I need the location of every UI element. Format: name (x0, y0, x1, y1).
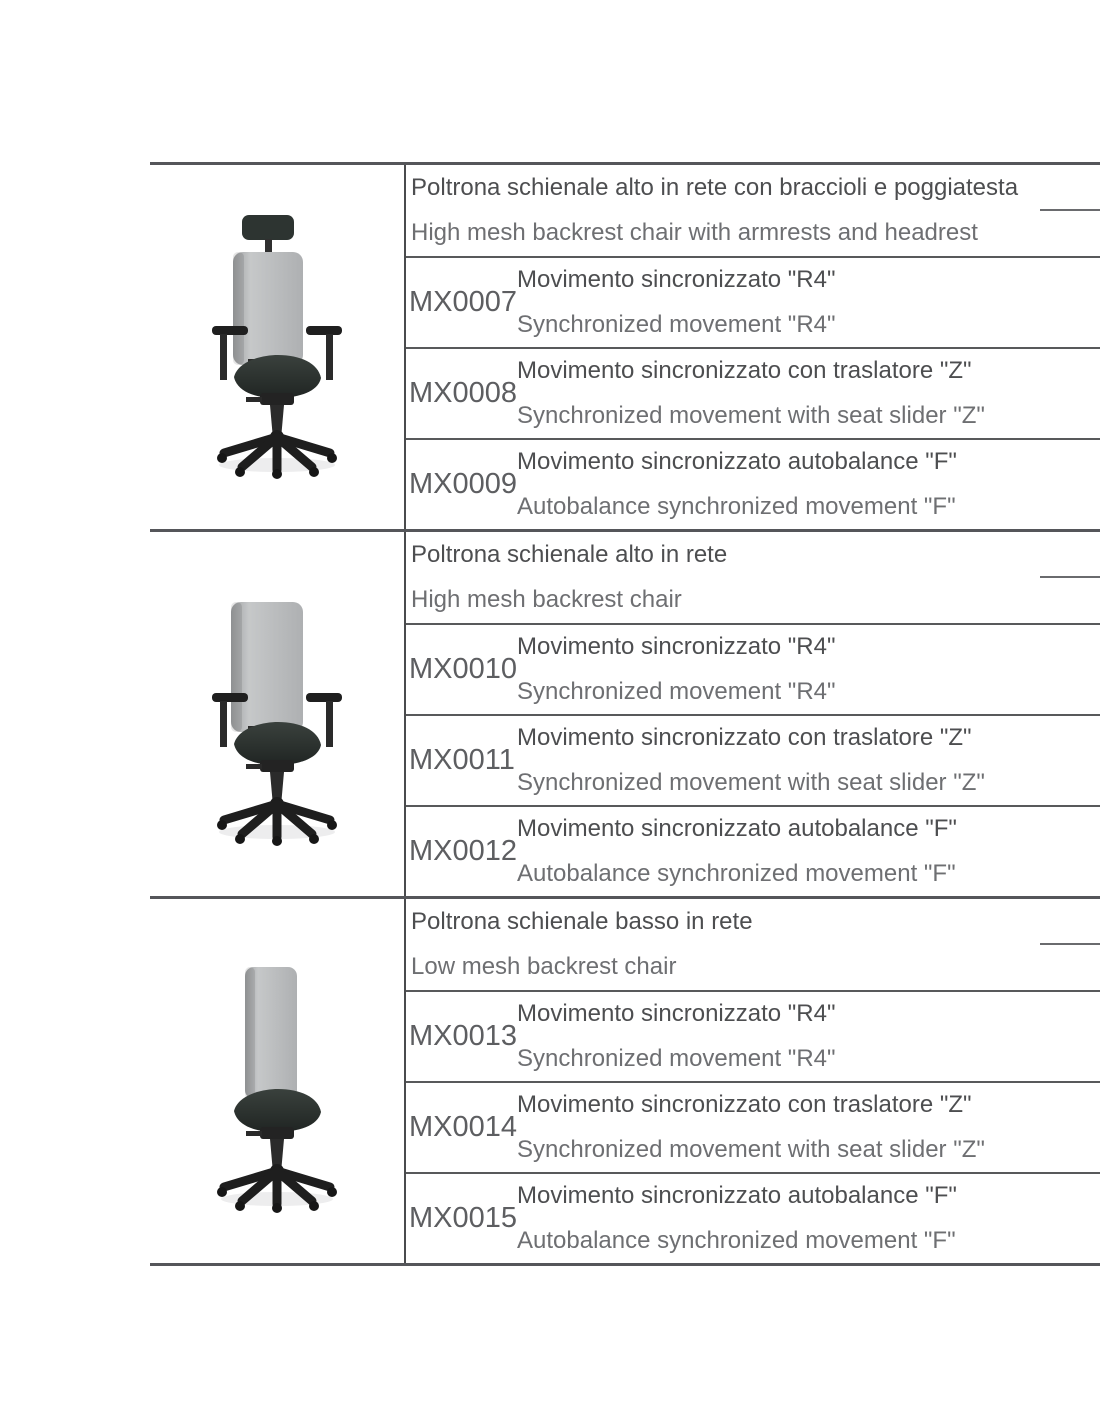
variant-description-en: Autobalance synchronized movement "F" (517, 1226, 956, 1254)
product-details-cell (404, 899, 1100, 1263)
variant-description-it: Movimento sincronizzato "R4" (517, 1000, 836, 1028)
variant-row (406, 805, 1100, 896)
header-divider-line (1040, 943, 1100, 945)
variant-description-it: Movimento sincronizzato con traslatore "Z" (517, 724, 972, 752)
product-header (406, 165, 1100, 256)
product-title-en: High mesh backrest chair (411, 586, 682, 614)
product-code: MX0013 (409, 1020, 518, 1052)
product-code: MX0010 (409, 653, 518, 685)
variant-row (406, 1172, 1100, 1263)
product-table (150, 162, 1100, 1266)
product-code: MX0007 (409, 286, 518, 318)
product-section (150, 896, 1100, 1263)
product-code: MX0011 (409, 744, 515, 776)
product-details-cell (404, 165, 1100, 529)
product-header (406, 899, 1100, 990)
variant-description-it: Movimento sincronizzato "R4" (517, 633, 836, 661)
product-code: MX0009 (409, 468, 518, 500)
product-code: MX0015 (409, 1202, 518, 1234)
product-header (406, 532, 1100, 623)
product-code: MX0012 (409, 835, 518, 867)
variant-description-it: Movimento sincronizzato autobalance "F" (517, 1182, 957, 1210)
header-divider-line (1040, 209, 1100, 211)
variant-row (406, 1081, 1100, 1172)
variant-description-en: Autobalance synchronized movement "F" (517, 859, 956, 887)
product-image-cell (150, 532, 404, 896)
variant-row (406, 256, 1100, 347)
variant-description-en: Synchronized movement with seat slider "Z" (517, 401, 985, 429)
variant-description-en: Synchronized movement with seat slider "Z" (517, 1135, 985, 1163)
variant-description-en: Synchronized movement "R4" (517, 677, 836, 705)
variant-row (406, 438, 1100, 529)
product-title-it: Poltrona schienale alto in rete (411, 540, 728, 568)
product-image-cell (150, 165, 404, 529)
variant-description-it: Movimento sincronizzato autobalance "F" (517, 815, 957, 843)
product-title-en: High mesh backrest chair with armrests and headrest (411, 219, 978, 247)
product-title-it: Poltrona schienale alto in rete con braccioli e poggiatesta (411, 173, 1019, 201)
chair-image-low-back-no-armrests (201, 947, 353, 1215)
product-code: MX0008 (409, 377, 518, 409)
product-details-cell (404, 532, 1100, 896)
chair-image-high-back-headrest (201, 213, 353, 481)
variant-row (406, 623, 1100, 714)
product-image-cell (150, 899, 404, 1263)
product-title-it: Poltrona schienale basso in rete (411, 907, 753, 935)
variant-description-en: Synchronized movement with seat slider "Z" (517, 768, 985, 796)
variant-description-en: Synchronized movement "R4" (517, 310, 836, 338)
product-section (150, 162, 1100, 529)
variant-row (406, 347, 1100, 438)
variant-description-it: Movimento sincronizzato con traslatore "Z" (517, 1091, 972, 1119)
header-divider-line (1040, 576, 1100, 578)
product-section (150, 529, 1100, 896)
variant-row (406, 990, 1100, 1081)
variant-description-it: Movimento sincronizzato autobalance "F" (517, 448, 957, 476)
variant-description-it: Movimento sincronizzato "R4" (517, 266, 836, 294)
variant-row (406, 714, 1100, 805)
variant-description-it: Movimento sincronizzato con traslatore "Z" (517, 357, 972, 385)
variant-description-en: Synchronized movement "R4" (517, 1044, 836, 1072)
variant-description-en: Autobalance synchronized movement "F" (517, 492, 956, 520)
product-code: MX0014 (409, 1111, 518, 1143)
product-title-en: Low mesh backrest chair (411, 953, 677, 981)
chair-image-high-back (201, 580, 353, 848)
